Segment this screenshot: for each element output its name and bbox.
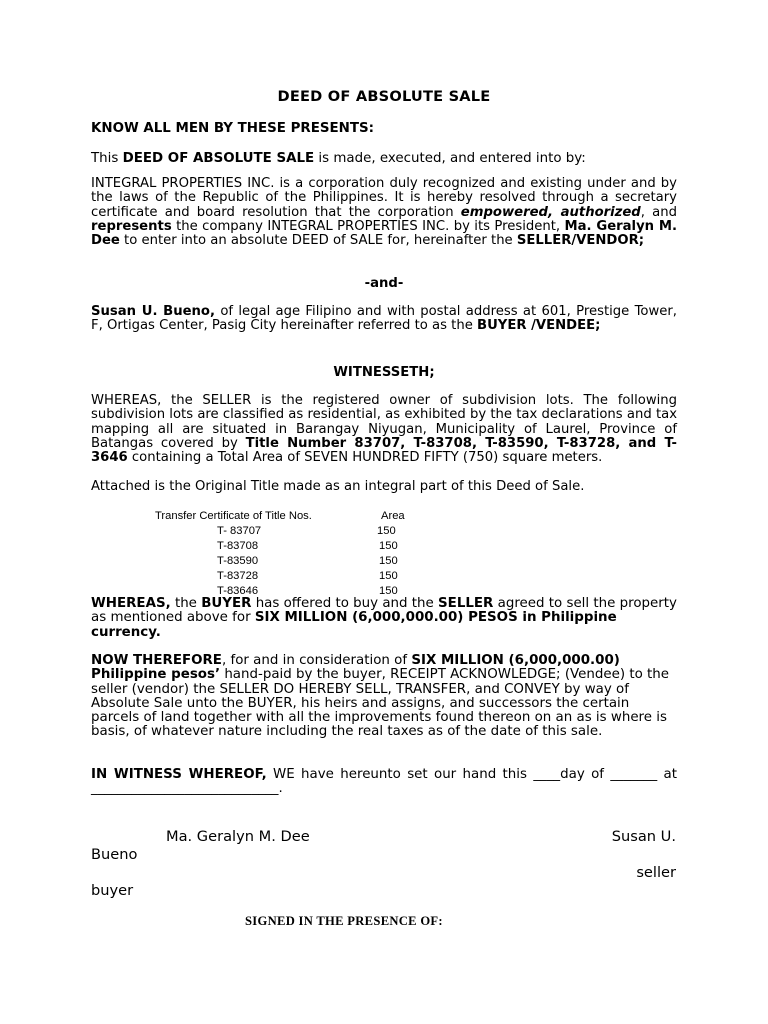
attached-line: Attached is the Original Title made as an integral part of this Deed of Sale. <box>91 479 585 494</box>
know-all-heading: KNOW ALL MEN BY THESE PRESENTS: <box>91 121 375 136</box>
now-therefore-price: SIX MILLION (6,000,000.00) Philippine pesos’ <box>91 653 620 683</box>
seller-empowered: empowered, authorized <box>460 204 641 220</box>
tct-title-cell: T-83728 <box>217 570 259 582</box>
tct-title-cell: T-83646 <box>217 585 259 597</box>
table-row <box>155 524 455 539</box>
seller-text-1: INTEGRAL PROPERTIES INC. is a corporation duly recognized and existing under and by the laws of the Republic of the Philippines. It is hereby resolved through a secretary certificate and board resolution that the corporation <box>91 176 677 220</box>
whereas-paragraph-1 <box>91 394 677 465</box>
whereas2-text-1: the <box>170 596 202 611</box>
table-row <box>155 539 455 554</box>
signed-presence-heading: SIGNED IN THE PRESENCE OF: <box>245 914 443 928</box>
buyer-label: buyer <box>91 882 134 899</box>
table-row <box>155 569 455 584</box>
tct-header-title: Transfer Certificate of Title Nos. <box>155 510 312 522</box>
now-therefore-lead: NOW THEREFORE <box>91 653 222 668</box>
seller-text-2: , and <box>640 204 677 220</box>
whereas1-text-2: containing a Total Area of SEVEN HUNDRED FIFTY (750) square meters. <box>127 450 603 466</box>
buyer-paragraph <box>91 305 677 334</box>
seller-president-name: Ma. Geralyn M. Dee <box>91 218 677 249</box>
now-therefore-text-1: , for and in consideration of <box>221 653 412 668</box>
whereas1-title-numbers: Title Number 83707, T-83708, T-83590, T-83728, and T-3646 <box>91 435 677 466</box>
now-therefore-paragraph <box>91 654 677 740</box>
buyer-text: of legal age Filipino and with postal address at 601, Prestige Tower, F, Ortigas Center, Pasig City hereinafter referred to as the <box>91 304 678 334</box>
seller-paragraph <box>91 177 677 248</box>
whereas2-text-3: agreed to sell the property as mentioned above for <box>91 596 677 626</box>
in-witness-lead: IN WITNESS WHEREOF, <box>91 767 267 782</box>
now-therefore-text-2: hand-paid by the buyer, RECEIPT ACKNOWLEDGE; (Vendee) to the seller (vendor) the SELLER DO HEREBY SELL, TRANSFER, and CONVEY by way of Absolute Sale unto the BUYER, his heirs and assigns, and successors the certain parcels of land together with all the improvements found thereon on an as is where is basis, of whatever nature including the real taxes as of the date of this sale. <box>91 667 670 740</box>
and-separator: -and- <box>364 276 404 291</box>
whereas2-seller: SELLER <box>438 596 494 611</box>
buyer-signature-name-1: Susan U. <box>611 828 676 845</box>
whereas2-lead: WHEREAS, <box>91 596 171 611</box>
tct-title-cell: T- 83707 <box>217 525 262 537</box>
tct-area-cell: 150 <box>379 570 398 582</box>
in-witness-paragraph <box>91 768 677 797</box>
seller-text-4: to enter into an absolute DEED of SALE for, hereinafter the <box>119 233 517 249</box>
buyer-name: Susan U. Bueno, <box>91 304 216 319</box>
whereas2-text-2: has offered to buy and the <box>251 596 439 611</box>
buyer-vendee-label: BUYER /VENDEE; <box>477 318 601 334</box>
intro-bold: DEED OF ABSOLUTE SALE <box>122 151 315 166</box>
whereas2-buyer: BUYER <box>201 596 252 611</box>
tct-area-cell: 150 <box>377 525 396 537</box>
tct-header-row <box>155 509 455 524</box>
seller-text-3: the company INTEGRAL PROPERTIES INC. by its President, <box>171 218 565 234</box>
tct-area-cell: 150 <box>379 585 398 597</box>
in-witness-text: WE have hereunto set our hand this ____day of _______ at ____________________________. <box>91 767 677 797</box>
document-title: DEED OF ABSOLUTE SALE <box>277 88 491 105</box>
whereas2-price: SIX MILLION (6,000,000.00) PESOS in Philippine currency. <box>91 610 617 640</box>
seller-represents: represents <box>91 218 172 234</box>
buyer-signature-name-2: Bueno <box>91 846 138 863</box>
intro-paragraph <box>91 152 677 166</box>
whereas1-text-1: WHEREAS, the SELLER is the registered owner of subdivision lots. The following subdivision lots are classified as residential, as exhibited by the tax declarations and tax mapping all are situated in Barangay Niyugan, Municipality of Laurel, Province of Batangas covered by <box>91 393 677 451</box>
tct-area-cell: 150 <box>379 555 398 567</box>
seller-signature-name: Ma. Geralyn M. Dee <box>166 828 310 845</box>
tct-title-cell: T-83590 <box>217 555 259 567</box>
whereas-paragraph-2 <box>91 597 677 640</box>
seller-label: seller <box>636 864 676 881</box>
tct-header-area: Area <box>381 510 405 522</box>
intro-post: is made, executed, and entered into by: <box>314 151 586 166</box>
witnesseth-heading: WITNESSETH; <box>333 365 435 380</box>
tct-table <box>155 509 455 599</box>
table-row <box>155 554 455 569</box>
tct-area-cell: 150 <box>379 540 398 552</box>
intro-pre: This <box>91 151 123 166</box>
seller-vendor-label: SELLER/VENDOR; <box>516 233 645 249</box>
tct-title-cell: T-83708 <box>217 540 259 552</box>
